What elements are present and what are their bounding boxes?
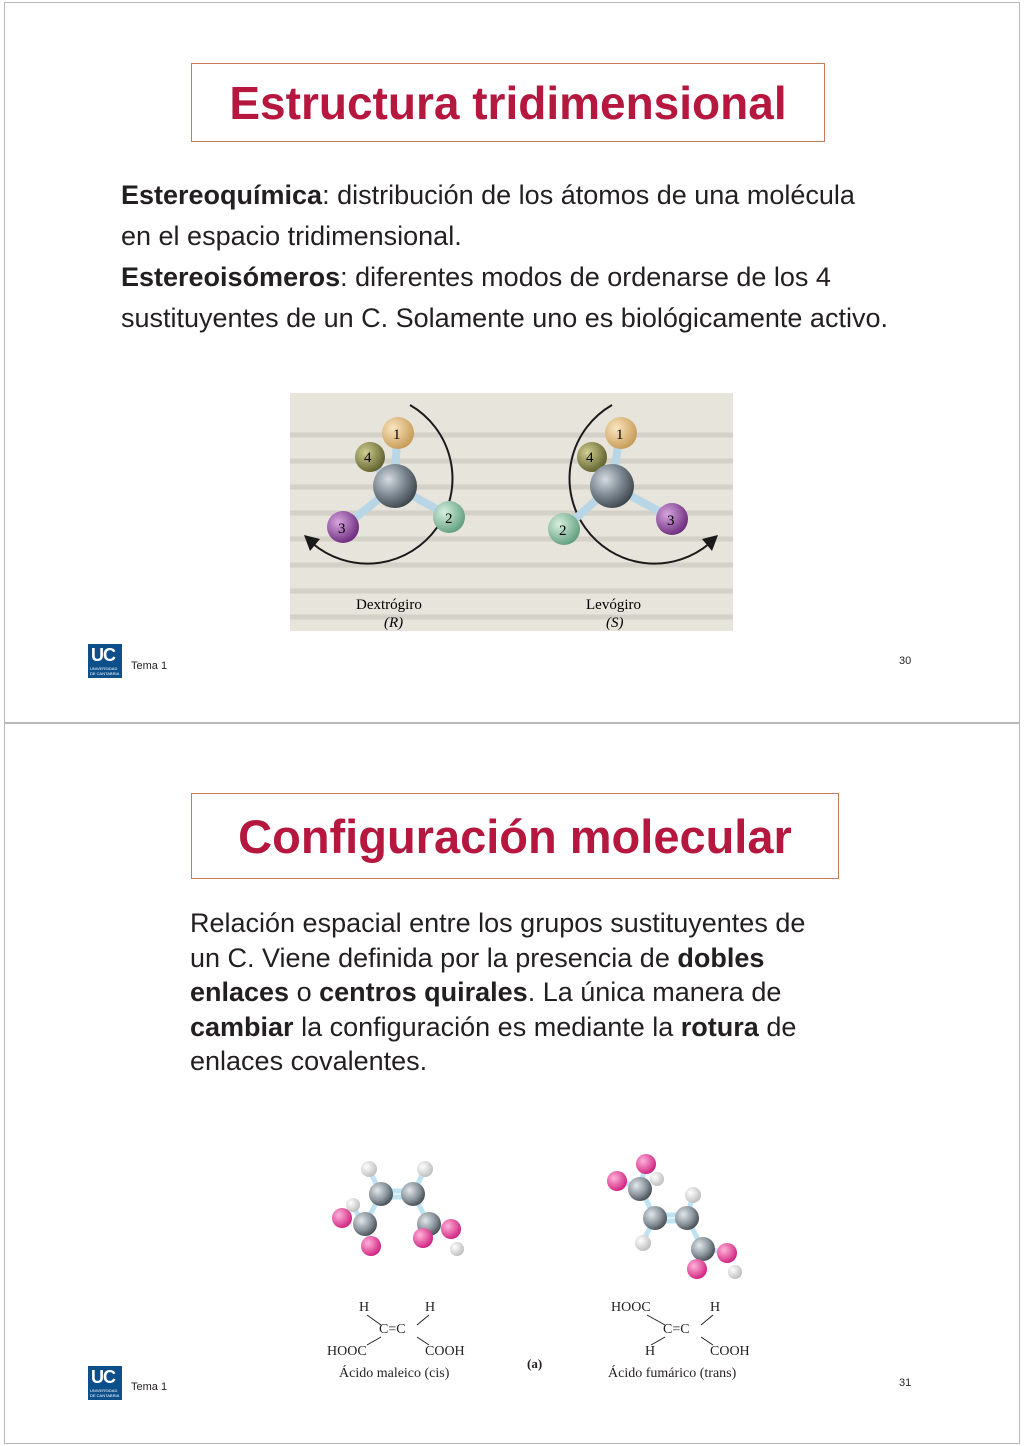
hydrogen-atom bbox=[346, 1198, 360, 1212]
dextrogiro-molecule bbox=[304, 405, 465, 631]
body-text: . La única manera de bbox=[527, 977, 782, 1007]
logo-subtext: UNIVERSIDAD DE CANTABRIA bbox=[90, 1388, 120, 1398]
body-line: enlaces covalentes. bbox=[190, 1046, 428, 1076]
definition-text: : distribución de los átomos de una molécula bbox=[322, 180, 855, 210]
formula-double-bond: C=C bbox=[379, 1322, 406, 1337]
fumaric-acid-formula bbox=[608, 1300, 750, 1381]
oxygen-atom bbox=[441, 1219, 461, 1239]
hydrogen-atom bbox=[650, 1172, 664, 1186]
logo-subtext: UNIVERSIDAD DE CANTABRIA bbox=[90, 666, 120, 676]
enantiomers-illustration bbox=[290, 393, 733, 631]
footer-tema: Tema 1 bbox=[131, 660, 168, 672]
dextrogiro-label: Dextrógiro bbox=[356, 597, 422, 613]
carbon-atom bbox=[373, 464, 417, 508]
fumaric-acid-name: Ácido fumárico (trans) bbox=[608, 1366, 737, 1381]
term-centros-quirales: centros quirales bbox=[319, 977, 528, 1007]
definition-text-line: sustituyentes de un C. Solamente uno es biológicamente activo. bbox=[121, 303, 888, 333]
definition-text-line: en el espacio tridimensional. bbox=[121, 221, 462, 251]
carbon-atom bbox=[401, 1182, 425, 1206]
page-number: 30 bbox=[899, 655, 912, 667]
slide-31 bbox=[4, 723, 1020, 1444]
term-cambiar: cambiar bbox=[190, 1011, 294, 1042]
carbon-atom bbox=[675, 1206, 699, 1230]
definition-estereoquimica bbox=[121, 175, 971, 216]
formula-double-bond: C=C bbox=[663, 1322, 690, 1337]
maleic-acid-name: Ácido maleico (cis) bbox=[339, 1366, 450, 1381]
hydrogen-atom bbox=[685, 1187, 701, 1203]
term-estereoquimica: Estereoquímica bbox=[121, 180, 323, 210]
page-number: 31 bbox=[899, 1377, 912, 1389]
body-line bbox=[190, 975, 890, 1010]
body-line bbox=[190, 941, 890, 976]
body-text: la configuración es mediante la bbox=[293, 1011, 681, 1042]
panel-label: (a) bbox=[527, 1356, 543, 1371]
hydrogen-atom bbox=[728, 1265, 742, 1279]
carbon-atom bbox=[369, 1182, 393, 1206]
atom-label-3: 3 bbox=[667, 513, 675, 529]
carbon-atom bbox=[643, 1206, 667, 1230]
oxygen-atom bbox=[717, 1243, 737, 1263]
atom-label-1: 1 bbox=[616, 427, 624, 443]
formula-h: H bbox=[425, 1300, 436, 1315]
carbon-atom bbox=[353, 1212, 377, 1236]
formula-cooh: COOH bbox=[710, 1344, 750, 1359]
formula-h: H bbox=[710, 1300, 721, 1315]
carbon-atom bbox=[590, 464, 634, 508]
atom-label-2: 2 bbox=[445, 511, 453, 527]
oxygen-atom bbox=[687, 1259, 707, 1279]
formula-cooh: HOOC bbox=[327, 1344, 367, 1359]
oxygen-atom bbox=[607, 1171, 627, 1191]
oxygen-atom bbox=[332, 1208, 352, 1228]
atom-label-3: 3 bbox=[338, 521, 346, 537]
oxygen-atom bbox=[413, 1228, 433, 1248]
body-text: o bbox=[289, 977, 320, 1007]
atom-label-4: 4 bbox=[364, 450, 372, 466]
fumaric-acid-model bbox=[607, 1154, 742, 1279]
definition-text: : diferentes modos de ordenarse de los 4 bbox=[340, 262, 831, 292]
oxygen-atom bbox=[636, 1154, 656, 1174]
levogiro-molecule bbox=[548, 405, 718, 631]
body-line bbox=[190, 1010, 890, 1045]
university-logo bbox=[88, 644, 122, 678]
term-rotura: rotura bbox=[680, 1011, 759, 1042]
body-text: un C. Viene definida por la presencia de bbox=[190, 942, 678, 973]
levogiro-sub: (S) bbox=[606, 615, 624, 631]
slide-title-box bbox=[191, 793, 839, 879]
definition-estereoisomeros bbox=[121, 257, 971, 298]
formula-cooh: COOH bbox=[425, 1344, 465, 1359]
hydrogen-atom bbox=[635, 1235, 651, 1251]
slide-body bbox=[190, 906, 890, 1079]
logo-text: UC bbox=[91, 645, 115, 665]
atom-label-2: 2 bbox=[559, 523, 567, 539]
formula-cooh: HOOC bbox=[611, 1300, 651, 1315]
atom-label-4: 4 bbox=[586, 450, 594, 466]
enantiomers-figure bbox=[290, 393, 733, 631]
hydrogen-atom bbox=[450, 1242, 464, 1256]
formula-h: H bbox=[359, 1300, 370, 1315]
slide-body bbox=[121, 175, 971, 339]
slide-title: Configuración molecular bbox=[238, 809, 792, 863]
formula-h: H bbox=[645, 1344, 656, 1359]
body-text: de bbox=[758, 1011, 797, 1042]
carbon-atom bbox=[691, 1237, 715, 1261]
maleic-acid-formula bbox=[327, 1300, 465, 1381]
term-estereoisomeros: Estereoisómeros bbox=[121, 262, 341, 292]
slide-title-box bbox=[191, 63, 825, 142]
term-dobles: dobles bbox=[677, 942, 765, 973]
maleic-acid-model bbox=[332, 1161, 464, 1256]
logo-text: UC bbox=[91, 1367, 115, 1387]
levogiro-label: Levógiro bbox=[586, 597, 641, 613]
dextrogiro-sub: (R) bbox=[384, 615, 404, 631]
oxygen-atom bbox=[361, 1236, 381, 1256]
university-logo bbox=[88, 1366, 122, 1400]
slide-title: Estructura tridimensional bbox=[229, 76, 787, 129]
hydrogen-atom bbox=[361, 1161, 377, 1177]
slide-30 bbox=[4, 2, 1020, 723]
footer-tema: Tema 1 bbox=[131, 1381, 168, 1393]
body-line: Relación espacial entre los grupos sustituyentes de bbox=[190, 908, 806, 938]
cis-trans-figure bbox=[305, 1129, 785, 1384]
term-enlaces: enlaces bbox=[190, 977, 290, 1007]
atom-label-1: 1 bbox=[393, 427, 401, 443]
hydrogen-atom bbox=[417, 1161, 433, 1177]
carbon-atom bbox=[628, 1177, 652, 1201]
